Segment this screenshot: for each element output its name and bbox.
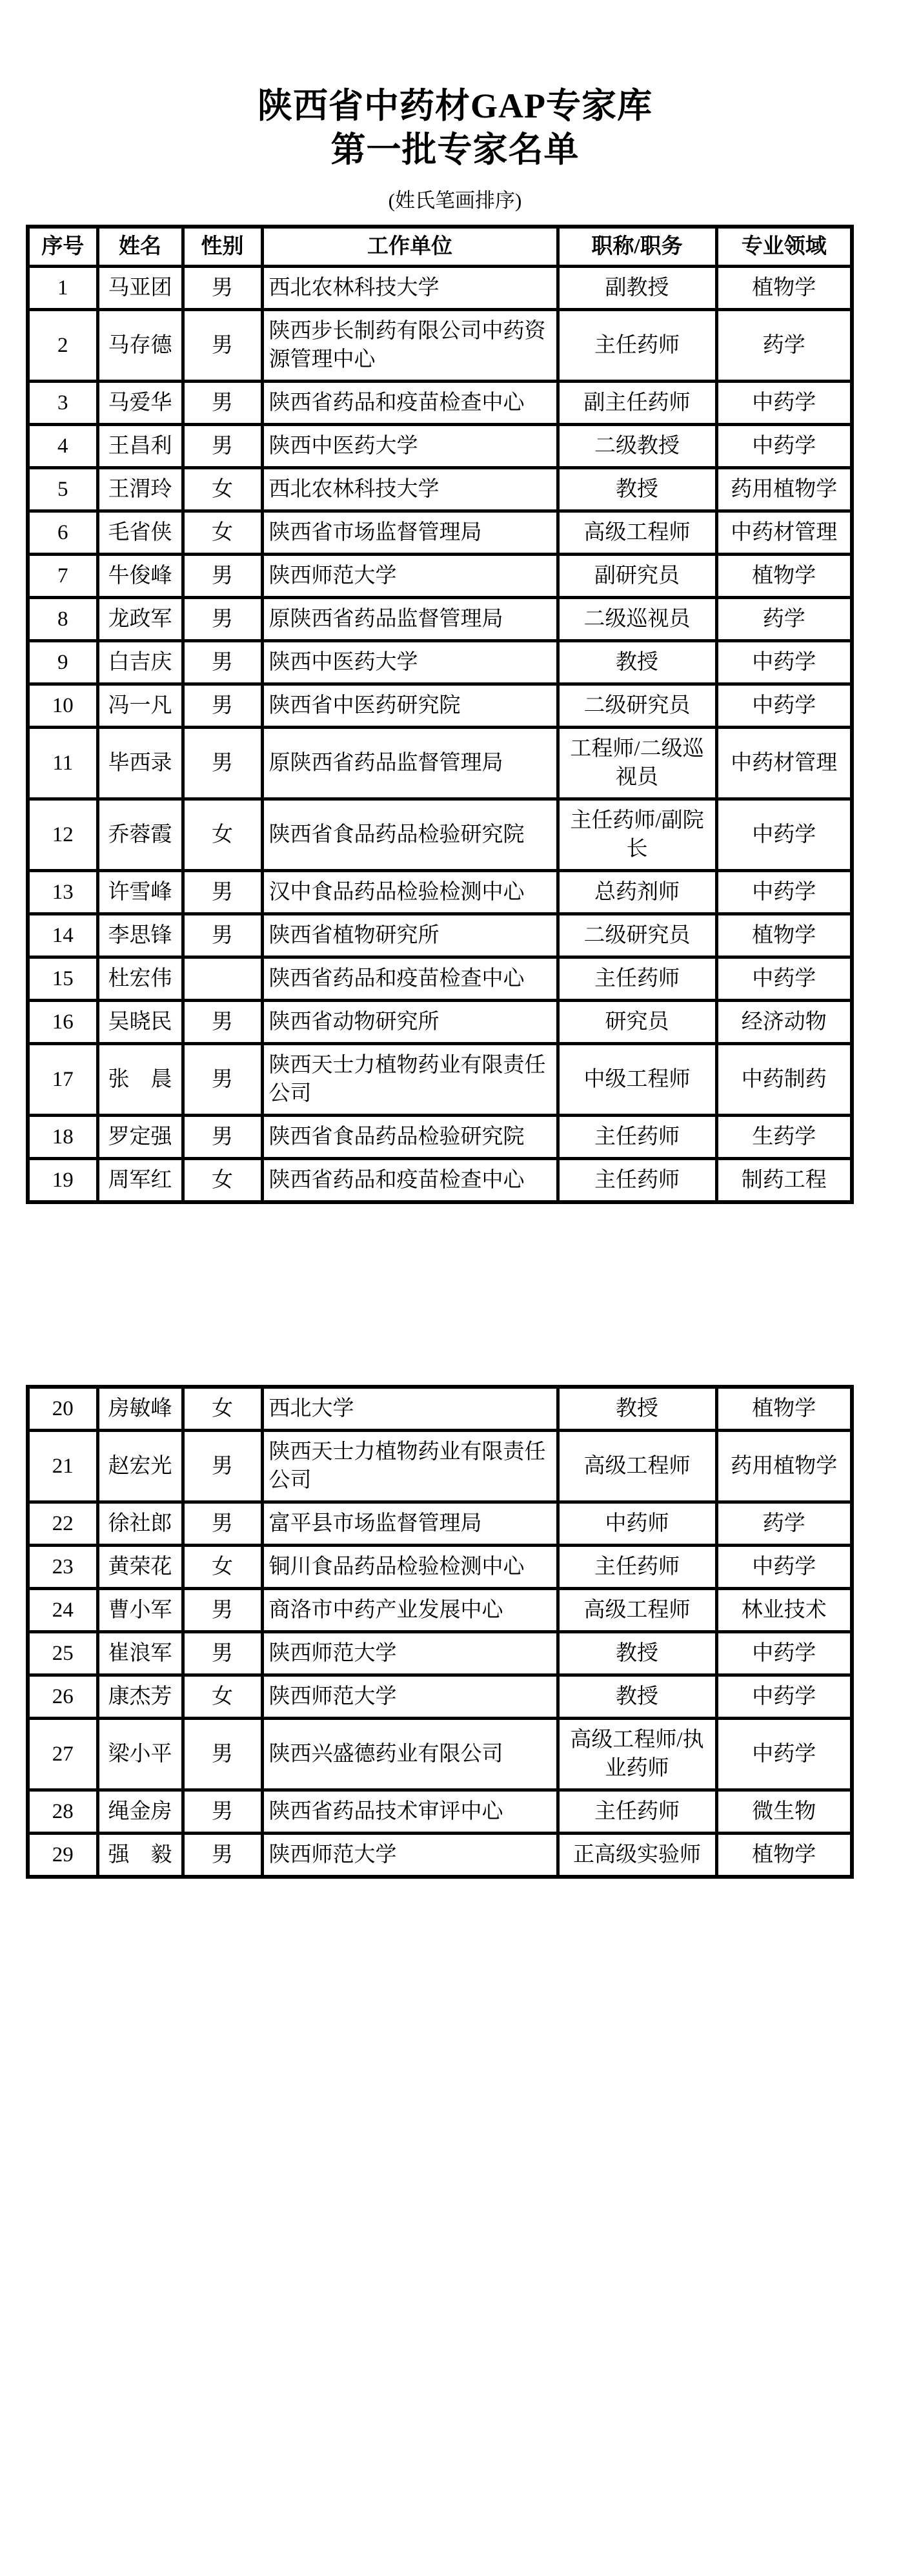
col-field: 植物学 xyxy=(716,267,852,310)
col-unit: 陕西省中医药研究院 xyxy=(262,684,558,728)
col-unit: 陕西省食品药品检验研究院 xyxy=(262,1116,558,1159)
table-row xyxy=(28,684,852,728)
col-serial: 26 xyxy=(28,1675,97,1719)
col-name: 罗定强 xyxy=(97,1116,183,1159)
col-serial: 16 xyxy=(28,1001,97,1044)
col-name: 徐社郎 xyxy=(97,1502,183,1546)
table-row xyxy=(28,1675,852,1719)
col-name: 牛俊峰 xyxy=(97,555,183,598)
col-gender: 男 xyxy=(183,1632,262,1675)
col-serial: 15 xyxy=(28,957,97,1001)
col-serial: 11 xyxy=(28,728,97,799)
col-gender: 男 xyxy=(183,267,262,310)
col-unit: 原陕西省药品监督管理局 xyxy=(262,598,558,641)
table-row xyxy=(28,1431,852,1502)
col-unit: 陕西省食品药品检验研究院 xyxy=(262,799,558,871)
col-field: 植物学 xyxy=(716,1387,852,1431)
col-field: 植物学 xyxy=(716,1834,852,1877)
col-title: 主任药师 xyxy=(558,1116,716,1159)
col-serial: 29 xyxy=(28,1834,97,1877)
col-field: 制药工程 xyxy=(716,1159,852,1203)
col-title: 副研究员 xyxy=(558,555,716,598)
column-header-name: 姓名 xyxy=(97,227,183,267)
col-serial: 20 xyxy=(28,1387,97,1431)
col-gender: 男 xyxy=(183,1116,262,1159)
col-name: 毕西录 xyxy=(97,728,183,799)
sort-order-note: (姓氏笔画排序) xyxy=(388,189,522,212)
col-field: 经济动物 xyxy=(716,1001,852,1044)
col-name: 乔蓉霞 xyxy=(97,799,183,871)
col-gender: 女 xyxy=(183,511,262,555)
col-title: 研究员 xyxy=(558,1001,716,1044)
col-gender: 男 xyxy=(183,598,262,641)
col-title: 高级工程师/执业药师 xyxy=(558,1719,716,1790)
col-gender xyxy=(183,957,262,1001)
col-name: 李思锋 xyxy=(97,914,183,957)
col-serial: 18 xyxy=(28,1116,97,1159)
col-name: 张 晨 xyxy=(97,1044,183,1116)
col-unit: 陕西师范大学 xyxy=(262,555,558,598)
col-title: 正高级实验师 xyxy=(558,1834,716,1877)
col-title: 工程师/二级巡视员 xyxy=(558,728,716,799)
col-unit: 铜川食品药品检验检测中心 xyxy=(262,1546,558,1589)
col-serial: 10 xyxy=(28,684,97,728)
col-name: 强 毅 xyxy=(97,1834,183,1877)
col-name: 王昌利 xyxy=(97,425,183,468)
table-row xyxy=(28,871,852,914)
col-unit: 西北农林科技大学 xyxy=(262,468,558,511)
table-row xyxy=(28,1546,852,1589)
table-row xyxy=(28,1159,852,1203)
table-row xyxy=(28,1719,852,1790)
col-unit: 陕西天士力植物药业有限责任公司 xyxy=(262,1044,558,1116)
col-serial: 12 xyxy=(28,799,97,871)
col-title: 总药剂师 xyxy=(558,871,716,914)
table-row xyxy=(28,555,852,598)
col-name: 龙政军 xyxy=(97,598,183,641)
col-title: 主任药师 xyxy=(558,1546,716,1589)
col-serial: 5 xyxy=(28,468,97,511)
col-field: 生药学 xyxy=(716,1116,852,1159)
col-name: 曹小军 xyxy=(97,1589,183,1632)
column-header-serial: 序号 xyxy=(28,227,97,267)
col-field: 林业技术 xyxy=(716,1589,852,1632)
col-title: 教授 xyxy=(558,641,716,684)
table-row xyxy=(28,1502,852,1546)
col-unit: 原陕西省药品监督管理局 xyxy=(262,728,558,799)
col-unit: 西北大学 xyxy=(262,1387,558,1431)
column-header-unit: 工作单位 xyxy=(262,227,558,267)
col-name: 绳金房 xyxy=(97,1790,183,1834)
table-row xyxy=(28,1790,852,1834)
table-row xyxy=(28,1834,852,1877)
col-name: 马存德 xyxy=(97,310,183,382)
col-name: 马亚团 xyxy=(97,267,183,310)
col-title: 中药师 xyxy=(558,1502,716,1546)
col-title: 教授 xyxy=(558,1387,716,1431)
col-name: 康杰芳 xyxy=(97,1675,183,1719)
col-serial: 3 xyxy=(28,382,97,425)
title-line2: 第一批专家名单 xyxy=(330,130,580,169)
col-title: 高级工程师 xyxy=(558,511,716,555)
col-name: 房敏峰 xyxy=(97,1387,183,1431)
expert-table-page1 xyxy=(26,225,854,1204)
col-unit: 陕西天士力植物药业有限责任公司 xyxy=(262,1431,558,1502)
col-gender: 男 xyxy=(183,1044,262,1116)
col-title: 高级工程师 xyxy=(558,1431,716,1502)
col-name: 赵宏光 xyxy=(97,1431,183,1502)
col-title: 中级工程师 xyxy=(558,1044,716,1116)
header-row xyxy=(28,227,852,267)
col-unit: 陕西中医药大学 xyxy=(262,425,558,468)
col-serial: 14 xyxy=(28,914,97,957)
col-gender: 男 xyxy=(183,1001,262,1044)
col-gender: 男 xyxy=(183,1790,262,1834)
col-name: 崔浪军 xyxy=(97,1632,183,1675)
col-name: 杜宏伟 xyxy=(97,957,183,1001)
col-gender: 男 xyxy=(183,1834,262,1877)
col-serial: 27 xyxy=(28,1719,97,1790)
col-field: 中药制药 xyxy=(716,1044,852,1116)
col-title: 主任药师/副院长 xyxy=(558,799,716,871)
col-title: 二级研究员 xyxy=(558,914,716,957)
table-row xyxy=(28,914,852,957)
table-row xyxy=(28,1116,852,1159)
title-line1: 陕西省中药材GAP专家库 xyxy=(258,87,652,125)
col-serial: 4 xyxy=(28,425,97,468)
col-unit: 陕西省植物研究所 xyxy=(262,914,558,957)
column-header-title: 职称/职务 xyxy=(558,227,716,267)
col-gender: 女 xyxy=(183,1546,262,1589)
table-row xyxy=(28,1632,852,1675)
col-gender: 男 xyxy=(183,641,262,684)
col-unit: 陕西省药品技术审评中心 xyxy=(262,1790,558,1834)
table-row xyxy=(28,267,852,310)
col-name: 黄荣花 xyxy=(97,1546,183,1589)
col-field: 中药学 xyxy=(716,1675,852,1719)
document-title xyxy=(0,0,910,172)
col-title: 教授 xyxy=(558,1632,716,1675)
col-field: 植物学 xyxy=(716,555,852,598)
col-unit: 富平县市场监督管理局 xyxy=(262,1502,558,1546)
col-unit: 陕西师范大学 xyxy=(262,1834,558,1877)
col-gender: 男 xyxy=(183,425,262,468)
col-name: 毛省侠 xyxy=(97,511,183,555)
col-unit: 商洛市中药产业发展中心 xyxy=(262,1589,558,1632)
table-row xyxy=(28,1387,852,1431)
col-gender: 男 xyxy=(183,1431,262,1502)
table-row xyxy=(28,1589,852,1632)
col-serial: 19 xyxy=(28,1159,97,1203)
col-unit: 陕西省市场监督管理局 xyxy=(262,511,558,555)
col-serial: 9 xyxy=(28,641,97,684)
table-row xyxy=(28,382,852,425)
col-serial: 17 xyxy=(28,1044,97,1116)
col-gender: 男 xyxy=(183,1589,262,1632)
col-title: 主任药师 xyxy=(558,957,716,1001)
col-field: 中药学 xyxy=(716,425,852,468)
col-name: 周军红 xyxy=(97,1159,183,1203)
col-serial: 1 xyxy=(28,267,97,310)
col-gender: 女 xyxy=(183,1675,262,1719)
col-serial: 25 xyxy=(28,1632,97,1675)
col-field: 中药学 xyxy=(716,641,852,684)
col-unit: 陕西省动物研究所 xyxy=(262,1001,558,1044)
col-serial: 13 xyxy=(28,871,97,914)
col-title: 主任药师 xyxy=(558,310,716,382)
column-header-field: 专业领域 xyxy=(716,227,852,267)
col-gender: 男 xyxy=(183,684,262,728)
col-name: 许雪峰 xyxy=(97,871,183,914)
col-gender: 男 xyxy=(183,555,262,598)
col-field: 中药学 xyxy=(716,1546,852,1589)
col-field: 药学 xyxy=(716,310,852,382)
col-gender: 男 xyxy=(183,382,262,425)
col-name: 王渭玲 xyxy=(97,468,183,511)
column-header-gender: 性别 xyxy=(183,227,262,267)
table-row xyxy=(28,511,852,555)
col-field: 中药学 xyxy=(716,1719,852,1790)
col-title: 副教授 xyxy=(558,267,716,310)
col-field: 中药学 xyxy=(716,684,852,728)
table-row xyxy=(28,598,852,641)
col-field: 中药材管理 xyxy=(716,728,852,799)
col-serial: 21 xyxy=(28,1431,97,1502)
col-unit: 陕西师范大学 xyxy=(262,1632,558,1675)
table-row xyxy=(28,1044,852,1116)
col-gender: 男 xyxy=(183,871,262,914)
col-gender: 男 xyxy=(183,914,262,957)
col-field: 中药学 xyxy=(716,871,852,914)
col-title: 高级工程师 xyxy=(558,1589,716,1632)
col-gender: 男 xyxy=(183,1719,262,1790)
col-name: 梁小平 xyxy=(97,1719,183,1790)
col-serial: 28 xyxy=(28,1790,97,1834)
col-gender: 女 xyxy=(183,1159,262,1203)
col-field: 药用植物学 xyxy=(716,468,852,511)
col-serial: 8 xyxy=(28,598,97,641)
col-gender: 男 xyxy=(183,728,262,799)
col-serial: 23 xyxy=(28,1546,97,1589)
col-title: 主任药师 xyxy=(558,1159,716,1203)
col-gender: 女 xyxy=(183,799,262,871)
table-row xyxy=(28,310,852,382)
col-unit: 汉中食品药品检验检测中心 xyxy=(262,871,558,914)
col-serial: 6 xyxy=(28,511,97,555)
col-field: 中药学 xyxy=(716,799,852,871)
col-name: 冯一凡 xyxy=(97,684,183,728)
col-unit: 陕西师范大学 xyxy=(262,1675,558,1719)
col-title: 二级研究员 xyxy=(558,684,716,728)
col-unit: 西北农林科技大学 xyxy=(262,267,558,310)
col-title: 二级教授 xyxy=(558,425,716,468)
col-gender: 男 xyxy=(183,1502,262,1546)
table-row xyxy=(28,641,852,684)
table-row xyxy=(28,799,852,871)
col-gender: 女 xyxy=(183,468,262,511)
col-unit: 陕西省药品和疫苗检查中心 xyxy=(262,957,558,1001)
col-field: 药学 xyxy=(716,598,852,641)
col-gender: 女 xyxy=(183,1387,262,1431)
col-title: 教授 xyxy=(558,1675,716,1719)
col-field: 中药材管理 xyxy=(716,511,852,555)
col-name: 吴晓民 xyxy=(97,1001,183,1044)
col-title: 主任药师 xyxy=(558,1790,716,1834)
col-unit: 陕西兴盛德药业有限公司 xyxy=(262,1719,558,1790)
col-name: 白吉庆 xyxy=(97,641,183,684)
table-row xyxy=(28,425,852,468)
col-field: 中药学 xyxy=(716,382,852,425)
col-serial: 2 xyxy=(28,310,97,382)
col-field: 植物学 xyxy=(716,914,852,957)
col-serial: 22 xyxy=(28,1502,97,1546)
table-row xyxy=(28,728,852,799)
table-row xyxy=(28,1001,852,1044)
col-title: 二级巡视员 xyxy=(558,598,716,641)
col-name: 马爱华 xyxy=(97,382,183,425)
col-unit: 陕西省药品和疫苗检查中心 xyxy=(262,382,558,425)
col-unit: 陕西中医药大学 xyxy=(262,641,558,684)
col-field: 中药学 xyxy=(716,1632,852,1675)
table-row xyxy=(28,468,852,511)
table-row xyxy=(28,957,852,1001)
col-field: 药用植物学 xyxy=(716,1431,852,1502)
col-serial: 7 xyxy=(28,555,97,598)
expert-table-page2 xyxy=(26,1385,854,1879)
col-gender: 男 xyxy=(183,310,262,382)
col-field: 中药学 xyxy=(716,957,852,1001)
col-unit: 陕西步长制药有限公司中药资源管理中心 xyxy=(262,310,558,382)
col-title: 副主任药师 xyxy=(558,382,716,425)
col-field: 药学 xyxy=(716,1502,852,1546)
col-title: 教授 xyxy=(558,468,716,511)
col-serial: 24 xyxy=(28,1589,97,1632)
col-unit: 陕西省药品和疫苗检查中心 xyxy=(262,1159,558,1203)
col-field: 微生物 xyxy=(716,1790,852,1834)
